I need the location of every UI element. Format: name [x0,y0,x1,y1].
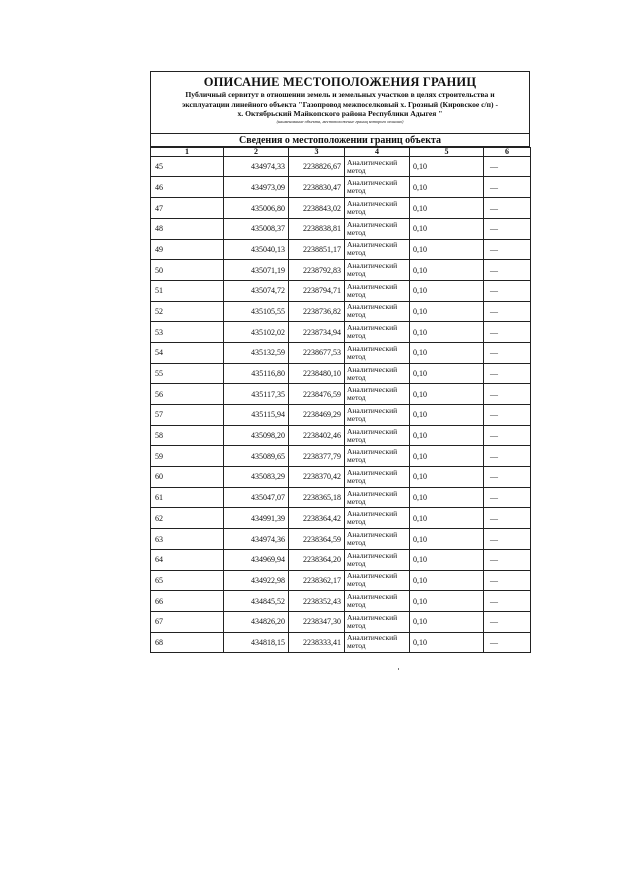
x-coordinate-cell: 435132,59 [224,342,289,363]
method-cell: Аналитический метод [345,570,410,591]
y-coordinate-cell: 2238734,94 [289,322,345,343]
table-row [151,198,531,219]
method-cell: Аналитический метод [345,467,410,488]
precision-cell: 0,10 [410,570,484,591]
point-description-cell: — [484,425,531,446]
point-number-cell: 46 [151,177,224,198]
precision-cell: 0,10 [410,425,484,446]
point-number-cell: 67 [151,611,224,632]
table-row [151,301,531,322]
point-number-cell: 54 [151,342,224,363]
precision-cell: 0,10 [410,487,484,508]
method-cell: Аналитический метод [345,549,410,570]
method-cell: Аналитический метод [345,239,410,260]
precision-cell: 0,10 [410,508,484,529]
method-cell: Аналитический метод [345,611,410,632]
y-coordinate-cell: 2238333,41 [289,632,345,653]
y-coordinate-cell: 2238480,10 [289,363,345,384]
table-row [151,487,531,508]
x-coordinate-cell: 435116,80 [224,363,289,384]
point-number-cell: 45 [151,156,224,177]
x-coordinate-cell: 434973,09 [224,177,289,198]
table-row [151,570,531,591]
table-row [151,591,531,612]
point-number-cell: 66 [151,591,224,612]
x-coordinate-cell: 434974,36 [224,529,289,550]
object-description-line: Публичный сервитут в отношении земель и земельных участков в целях строительства и [185,90,495,99]
x-coordinate-cell: 435047,07 [224,487,289,508]
point-description-cell: — [484,570,531,591]
section-title: Сведения о местоположении границ объекта [150,133,530,147]
point-description-cell: — [484,363,531,384]
point-number-cell: 53 [151,322,224,343]
method-cell: Аналитический метод [345,446,410,467]
point-number-cell: 52 [151,301,224,322]
precision-cell: 0,10 [410,467,484,488]
point-description-cell: — [484,322,531,343]
point-description-cell: — [484,529,531,550]
column-header: 6 [484,147,531,156]
point-number-cell: 51 [151,280,224,301]
precision-cell: 0,10 [410,322,484,343]
table-row [151,446,531,467]
x-coordinate-cell: 434922,98 [224,570,289,591]
method-cell: Аналитический метод [345,177,410,198]
document-title: ОПИСАНИЕ МЕСТОПОЛОЖЕНИЯ ГРАНИЦ [203,75,477,89]
precision-cell: 0,10 [410,198,484,219]
y-coordinate-cell: 2238364,59 [289,529,345,550]
x-coordinate-cell: 434974,33 [224,156,289,177]
y-coordinate-cell: 2238838,81 [289,218,345,239]
method-cell: Аналитический метод [345,508,410,529]
precision-cell: 0,10 [410,384,484,405]
precision-cell: 0,10 [410,611,484,632]
y-coordinate-cell: 2238402,46 [289,425,345,446]
precision-cell: 0,10 [410,177,484,198]
y-coordinate-cell: 2238365,18 [289,487,345,508]
column-header: 4 [345,147,410,156]
point-number-cell: 50 [151,260,224,281]
table-row [151,508,531,529]
point-number-cell: 58 [151,425,224,446]
method-cell: Аналитический метод [345,322,410,343]
object-description-line: х. Октябрьский Майкопского района Республики Адыгея " [237,109,443,119]
point-description-cell: — [484,156,531,177]
object-caption: (наименование объекта, местоположение границ которого описано) [276,118,404,124]
point-description-cell: — [484,198,531,219]
method-cell: Аналитический метод [345,425,410,446]
precision-cell: 0,10 [410,218,484,239]
point-description-cell: — [484,260,531,281]
coordinates-table-body [151,156,531,653]
precision-cell: 0,10 [410,342,484,363]
point-description-cell: — [484,508,531,529]
point-number-cell: 62 [151,508,224,529]
x-coordinate-cell: 435040,13 [224,239,289,260]
point-description-cell: — [484,301,531,322]
table-row [151,384,531,405]
point-description-cell: — [484,591,531,612]
precision-cell: 0,10 [410,239,484,260]
object-description-line: эксплуатации линейного объекта "Газопровод межпоселковый х. Грозный (Кировское с/п) - [181,99,498,109]
point-description-cell: — [484,218,531,239]
table-row [151,280,531,301]
x-coordinate-cell: 435083,29 [224,467,289,488]
point-number-cell: 68 [151,632,224,653]
point-number-cell: 59 [151,446,224,467]
point-description-cell: — [484,632,531,653]
x-coordinate-cell: 434845,52 [224,591,289,612]
precision-cell: 0,10 [410,280,484,301]
table-row [151,239,531,260]
coordinates-table [150,147,531,654]
table-row [151,156,531,177]
precision-cell: 0,10 [410,301,484,322]
x-coordinate-cell: 435105,55 [224,301,289,322]
column-header: 1 [151,147,224,156]
method-cell: Аналитический метод [345,198,410,219]
point-number-cell: 56 [151,384,224,405]
column-number-row [151,147,531,156]
y-coordinate-cell: 2238826,67 [289,156,345,177]
precision-cell: 0,10 [410,591,484,612]
x-coordinate-cell: 435098,20 [224,425,289,446]
table-row [151,529,531,550]
method-cell: Аналитический метод [345,487,410,508]
table-row [151,218,531,239]
point-number-cell: 57 [151,405,224,426]
point-description-cell: — [484,239,531,260]
point-number-cell: 60 [151,467,224,488]
y-coordinate-cell: 2238469,29 [289,405,345,426]
method-cell: Аналитический метод [345,156,410,177]
x-coordinate-cell: 435089,65 [224,446,289,467]
x-coordinate-cell: 434818,15 [224,632,289,653]
precision-cell: 0,10 [410,446,484,467]
precision-cell: 0,10 [410,156,484,177]
y-coordinate-cell: 2238843,02 [289,198,345,219]
precision-cell: 0,10 [410,405,484,426]
table-row [151,467,531,488]
table-row [151,322,531,343]
x-coordinate-cell: 435071,19 [224,260,289,281]
y-coordinate-cell: 2238364,42 [289,508,345,529]
y-coordinate-cell: 2238830,47 [289,177,345,198]
method-cell: Аналитический метод [345,363,410,384]
method-cell: Аналитический метод [345,405,410,426]
y-coordinate-cell: 2238347,30 [289,611,345,632]
point-number-cell: 48 [151,218,224,239]
table-row [151,177,531,198]
x-coordinate-cell: 435008,37 [224,218,289,239]
precision-cell: 0,10 [410,260,484,281]
point-number-cell: 47 [151,198,224,219]
point-number-cell: 61 [151,487,224,508]
method-cell: Аналитический метод [345,260,410,281]
y-coordinate-cell: 2238677,53 [289,342,345,363]
column-header: 3 [289,147,345,156]
point-description-cell: — [484,342,531,363]
method-cell: Аналитический метод [345,301,410,322]
precision-cell: 0,10 [410,549,484,570]
method-cell: Аналитический метод [345,529,410,550]
method-cell: Аналитический метод [345,342,410,363]
scan-speck [398,668,399,670]
boundary-description-sheet [150,71,530,653]
x-coordinate-cell: 435102,02 [224,322,289,343]
point-description-cell: — [484,384,531,405]
column-header: 5 [410,147,484,156]
x-coordinate-cell: 435006,80 [224,198,289,219]
point-number-cell: 65 [151,570,224,591]
point-number-cell: 63 [151,529,224,550]
y-coordinate-cell: 2238851,17 [289,239,345,260]
point-description-cell: — [484,446,531,467]
y-coordinate-cell: 2238370,42 [289,467,345,488]
table-row [151,611,531,632]
point-number-cell: 49 [151,239,224,260]
y-coordinate-cell: 2238377,79 [289,446,345,467]
method-cell: Аналитический метод [345,384,410,405]
point-description-cell: — [484,611,531,632]
precision-cell: 0,10 [410,363,484,384]
y-coordinate-cell: 2238736,82 [289,301,345,322]
point-description-cell: — [484,177,531,198]
table-row [151,342,531,363]
method-cell: Аналитический метод [345,218,410,239]
document-header [150,71,530,127]
point-description-cell: — [484,405,531,426]
y-coordinate-cell: 2238476,59 [289,384,345,405]
point-description-cell: — [484,487,531,508]
object-description [155,90,525,119]
x-coordinate-cell: 435074,72 [224,280,289,301]
point-description-cell: — [484,467,531,488]
table-row [151,549,531,570]
y-coordinate-cell: 2238352,43 [289,591,345,612]
x-coordinate-cell: 435117,35 [224,384,289,405]
x-coordinate-cell: 435115,94 [224,405,289,426]
point-number-cell: 64 [151,549,224,570]
x-coordinate-cell: 434969,94 [224,549,289,570]
table-row [151,425,531,446]
table-row [151,260,531,281]
column-header: 2 [224,147,289,156]
point-description-cell: — [484,549,531,570]
table-row [151,363,531,384]
precision-cell: 0,10 [410,529,484,550]
point-description-cell: — [484,280,531,301]
y-coordinate-cell: 2238794,71 [289,280,345,301]
table-row [151,632,531,653]
x-coordinate-cell: 434991,39 [224,508,289,529]
method-cell: Аналитический метод [345,632,410,653]
y-coordinate-cell: 2238364,20 [289,549,345,570]
point-number-cell: 55 [151,363,224,384]
y-coordinate-cell: 2238792,83 [289,260,345,281]
method-cell: Аналитический метод [345,280,410,301]
x-coordinate-cell: 434826,20 [224,611,289,632]
y-coordinate-cell: 2238362,17 [289,570,345,591]
table-row [151,405,531,426]
method-cell: Аналитический метод [345,591,410,612]
precision-cell: 0,10 [410,632,484,653]
